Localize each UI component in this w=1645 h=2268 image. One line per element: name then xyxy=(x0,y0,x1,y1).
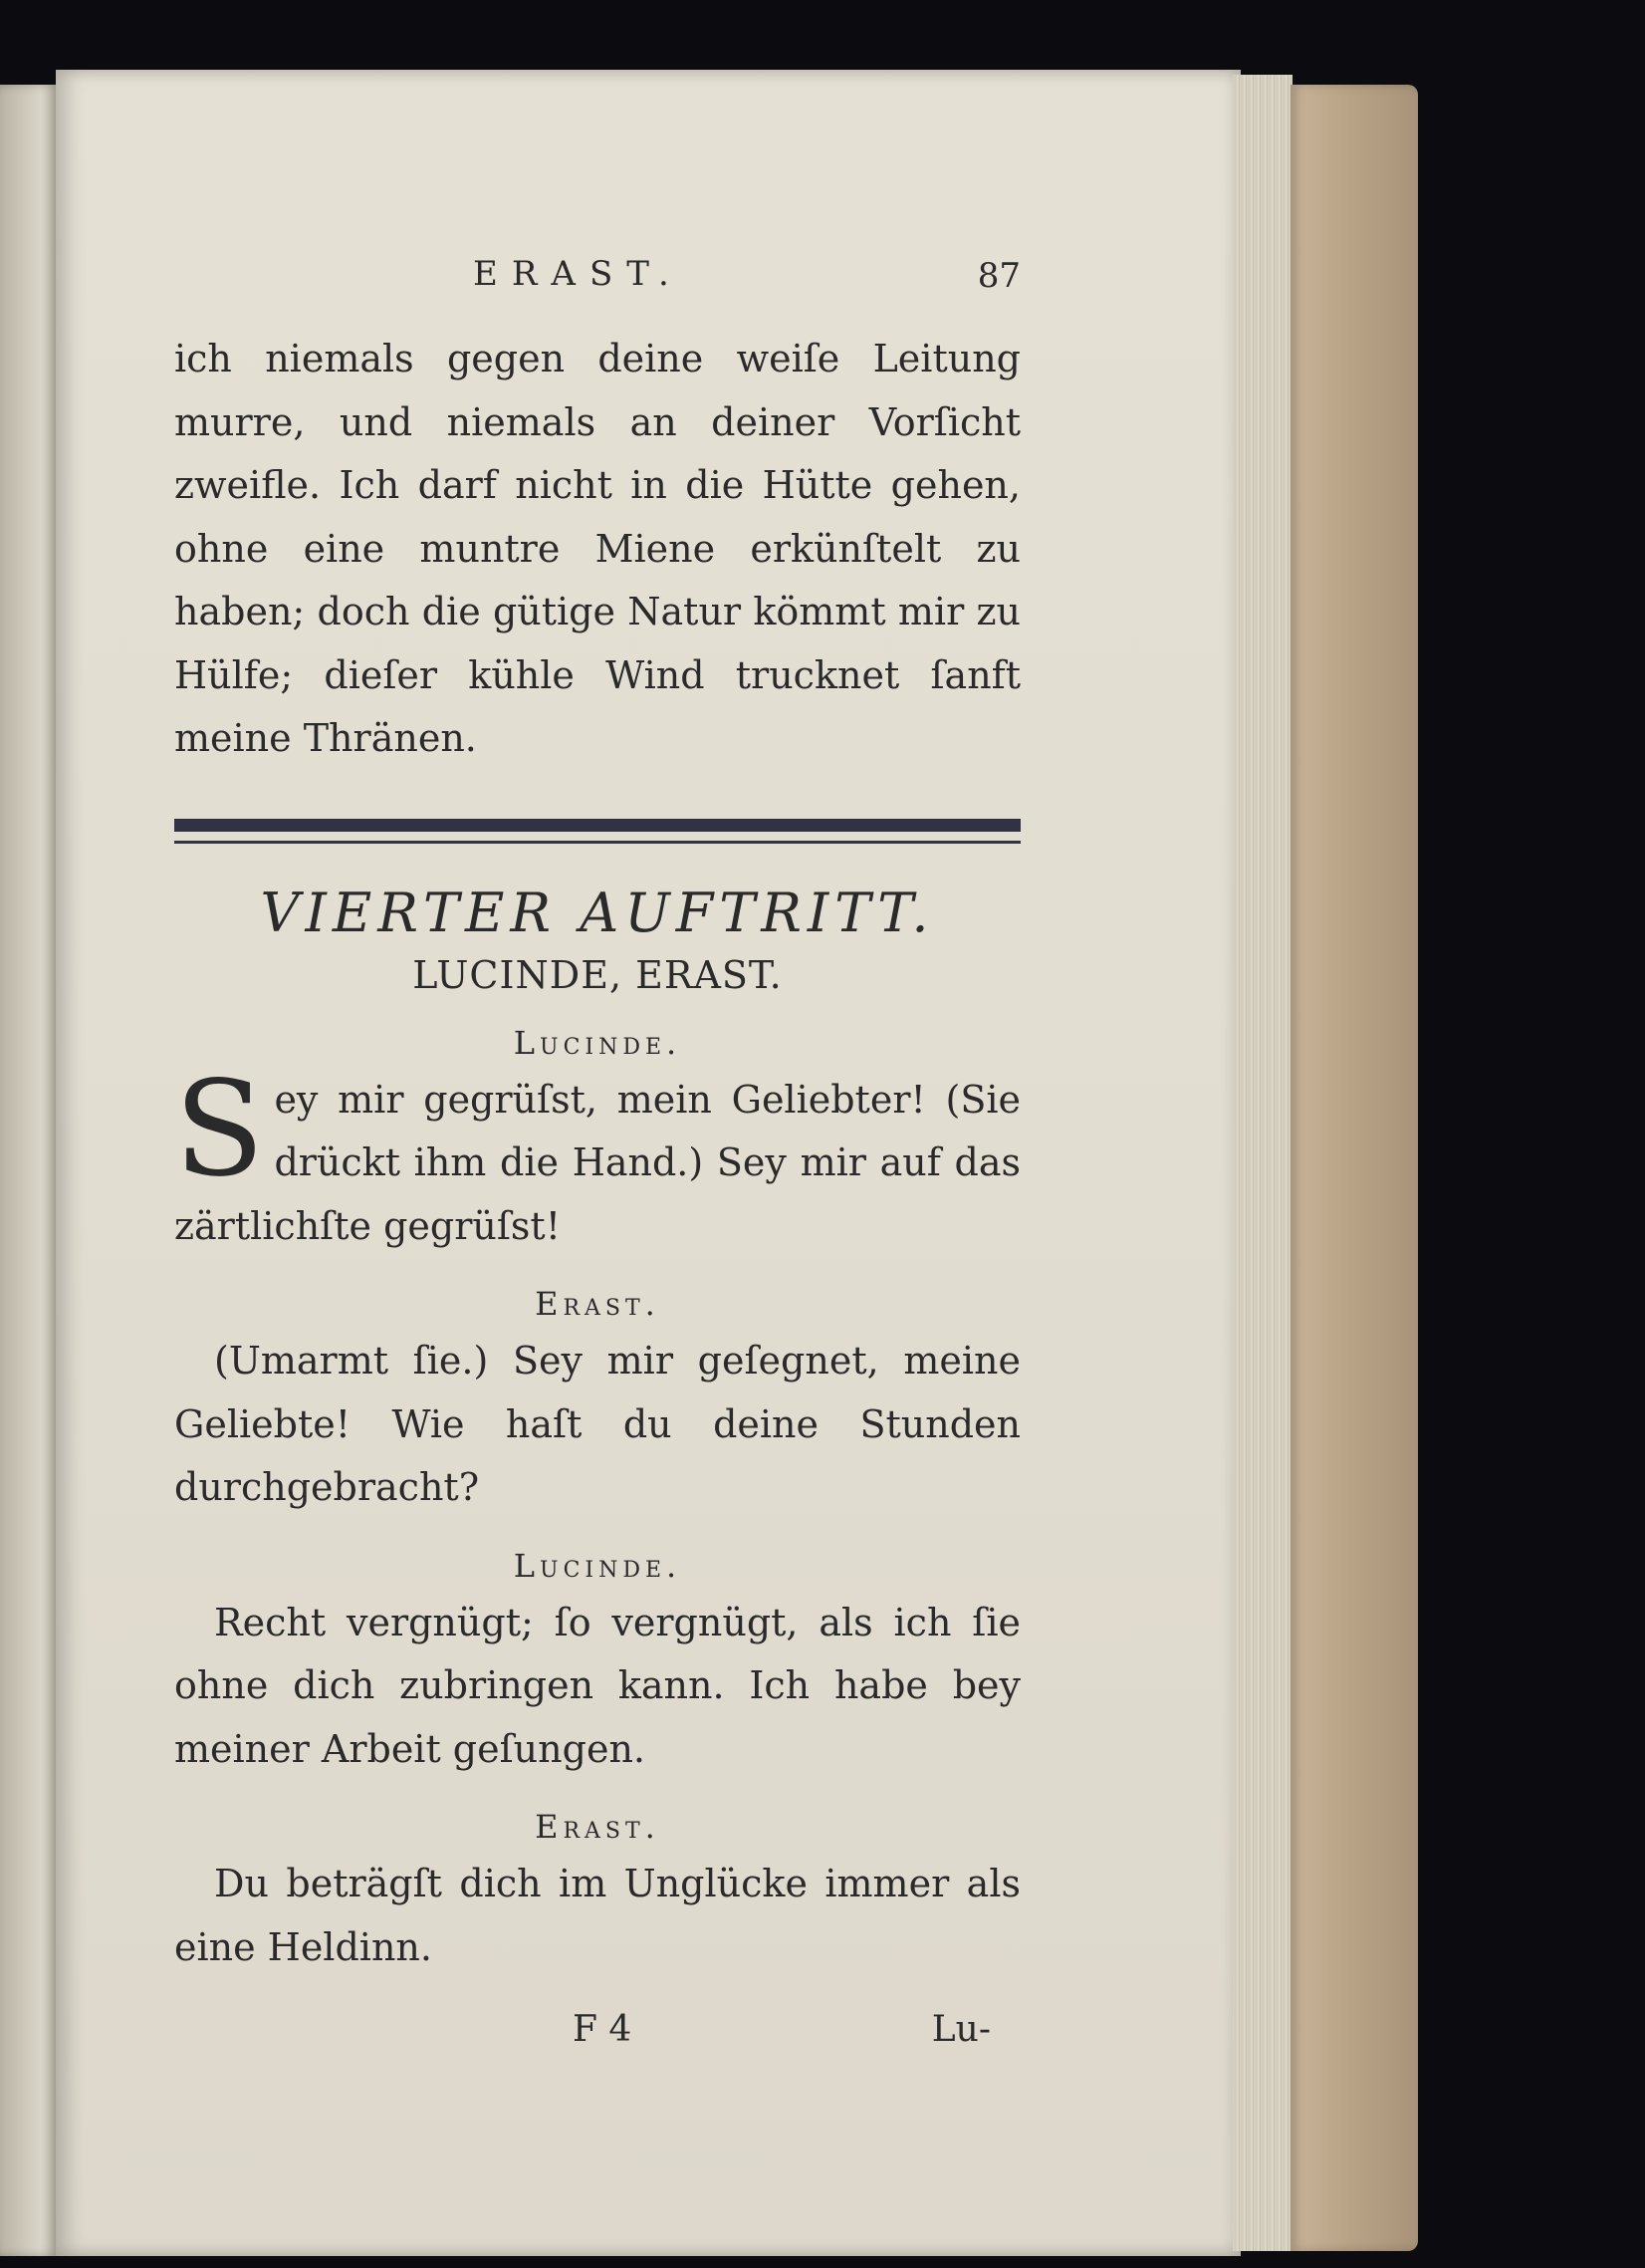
section-rule-thick xyxy=(174,819,1021,832)
page-text-block xyxy=(174,254,1021,2069)
speaker-name: Lucinde. xyxy=(513,1023,682,1062)
dialogue-text: Recht vergnügt; ſo vergnügt, als ich ſie ohne dich zubringen kann. Ich habe bey meiner Arbeit geſungen. xyxy=(174,1600,1021,1771)
dialogue-line xyxy=(174,1330,1021,1520)
intro-paragraph: ich niemals gegen deine weiſe Leitung murre, und niemals an deiner Vorſicht zweifle. Ich darf nicht in die Hütte gehen, ohne eine muntre Miene erkünſtelt zu haben; doch die gütige Natur kömmt mir zu Hülfe; dieſer kühle Wind trucknet ſanft meine Thränen. xyxy=(174,337,1021,760)
page-fore-edge xyxy=(1233,75,1292,2251)
page-footer xyxy=(174,2009,1021,2069)
scene-cast: LUCINDE, ERAST. xyxy=(412,952,783,997)
page-number: 87 xyxy=(977,256,1021,296)
signature-mark: F 4 xyxy=(573,2009,632,2050)
dialogue-line xyxy=(174,1052,1021,1259)
left-page-edge xyxy=(0,85,58,2256)
drop-cap: S xyxy=(174,1052,265,1206)
dialogue-text: ey mir gegrüſst, mein Geliebter! (Sie drückt ihm die Hand.) Sey mir auf das zärtlichſte gegrüſst! xyxy=(174,1077,1021,1248)
scene-title: VIERTER AUFTRITT. xyxy=(260,881,935,944)
dialogue-line xyxy=(174,1853,1021,1979)
speaker-name: Lucinde. xyxy=(513,1546,682,1585)
section-rule-thin xyxy=(174,841,1021,844)
dialogue-text: (Umarmt ſie.) Sey mir geſegnet, meine Geliebte! Wie haſt du deine Stunden durchgebracht? xyxy=(174,1339,1021,1509)
speaker-name: Erast. xyxy=(535,1285,660,1323)
catchword: Lu- xyxy=(931,2009,991,2050)
dialogue-text: Du beträgſt dich im Unglücke immer als eine Heldinn. xyxy=(174,1862,1021,1969)
speaker-name: Erast. xyxy=(535,1808,660,1846)
book-cover-edge xyxy=(1291,85,1418,2251)
page-header xyxy=(174,254,1021,324)
dialogue-line xyxy=(174,1592,1021,1782)
running-head: ERAST. xyxy=(473,254,683,294)
